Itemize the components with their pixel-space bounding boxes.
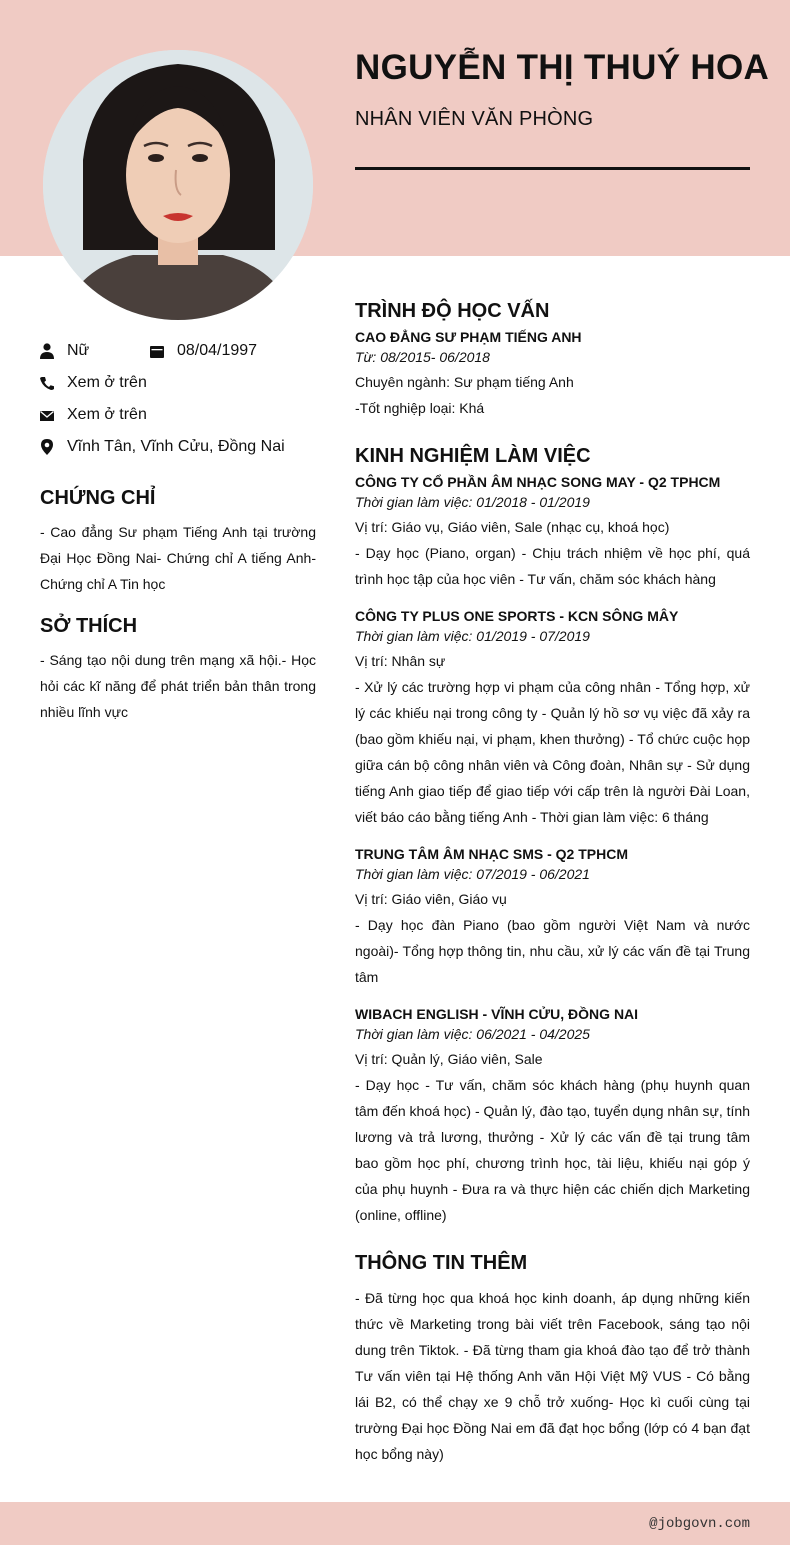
- experience-item: [355, 608, 750, 830]
- work-period: Thời gian làm việc: 07/2019 - 06/2021: [355, 866, 590, 882]
- education-heading: TRÌNH ĐỘ HỌC VẤN: [355, 300, 550, 322]
- calendar-icon: [150, 343, 164, 359]
- work-position: Vị trí: Nhân sự: [355, 653, 446, 669]
- work-position: Vị trí: Quản lý, Giáo viên, Sale: [355, 1051, 543, 1067]
- header-divider: [355, 167, 750, 170]
- email-text: Xem ở trên: [67, 406, 147, 423]
- address-row: [40, 438, 285, 456]
- company-name: CÔNG TY PLUS ONE SPORTS - KCN SÔNG MÂY: [355, 608, 679, 624]
- mail-icon: [40, 407, 54, 423]
- phone-icon: [40, 375, 54, 391]
- extra-info-section: [355, 1252, 750, 1467]
- work-position: Vị trí: Giáo vụ, Giáo viên, Sale (nhạc cụ, khoá học): [355, 519, 670, 535]
- education-major: Chuyên ngành: Sư phạm tiếng Anh: [355, 374, 574, 390]
- portrait-illustration: [43, 50, 313, 320]
- gender-row: [40, 342, 89, 360]
- work-period: Thời gian làm việc: 01/2019 - 07/2019: [355, 628, 590, 644]
- work-description: - Xử lý các trường hợp vi phạm của công nhân - Tổng hợp, xử lý các khiếu nại trong công ty - Quản lý hồ sơ vụ việc đã xảy ra (bao gồm khiếu nại, vi phạm, khen thưởng) - Tổ chức cuộc họp giữa cán bộ công nhân viên và Công đoàn, Nhân sự - Sử dụng tiếng Anh giao tiếp để giao tiếp với cấp trên là người Đài Loan, viết báo cáo bằng tiếng Anh - Thời gian làm việc: 6 tháng: [355, 679, 750, 825]
- work-period: Thời gian làm việc: 06/2021 - 04/2025: [355, 1026, 590, 1042]
- job-title: NHÂN VIÊN VĂN PHÒNG: [355, 108, 594, 130]
- certificates-heading: CHỨNG CHỈ: [40, 487, 156, 509]
- address-text: Vĩnh Tân, Vĩnh Cửu, Đồng Nai: [67, 438, 285, 455]
- main-column: [355, 300, 750, 1467]
- work-period: Thời gian làm việc: 01/2018 - 01/2019: [355, 494, 590, 510]
- education-school: CAO ĐẲNG SƯ PHẠM TIẾNG ANH: [355, 329, 582, 345]
- person-icon: [40, 343, 54, 359]
- work-description: - Dạy học (Piano, organ) - Chịu trách nhiệm về học phí, quá trình học tập của học viên - Tư vấn, chăm sóc khách hàng: [355, 545, 750, 587]
- company-name: TRUNG TÂM ÂM NHẠC SMS - Q2 TPHCM: [355, 846, 628, 862]
- company-name: WIBACH ENGLISH - VĨNH CỬU, ĐỒNG NAI: [355, 1006, 639, 1022]
- hobbies-text: - Sáng tạo nội dung trên mạng xã hội.- Học hỏi các kĩ năng để phát triển bản thân trong nhiều lĩnh vực: [40, 652, 316, 720]
- phone-text: Xem ở trên: [67, 374, 147, 391]
- company-name: CÔNG TY CỔ PHẦN ÂM NHẠC SONG MAY - Q2 TPHCM: [355, 474, 721, 490]
- work-description: - Dạy học đàn Piano (bao gồm người Việt Nam và nước ngoài)- Tổng hợp thông tin, nhu cầu, xử lý các vấn đề tại Trung tâm: [355, 917, 750, 985]
- experience-item: [355, 846, 750, 990]
- certificates-text: - Cao đẳng Sư phạm Tiếng Anh tại trường Đại Học Đồng Nai- Chứng chỉ A tiếng Anh- Chứng chỉ A Tin học: [40, 524, 316, 592]
- work-position: Vị trí: Giáo viên, Giáo vụ: [355, 891, 507, 907]
- extra-info-heading: THÔNG TIN THÊM: [355, 1252, 528, 1274]
- birthdate-text: 08/04/1997: [177, 342, 258, 359]
- experience-section: [355, 445, 750, 1228]
- location-pin-icon: [40, 439, 54, 455]
- education-section: [355, 300, 750, 421]
- phone-row: [40, 374, 147, 392]
- hobbies-heading: SỞ THÍCH: [40, 615, 138, 637]
- email-row: [40, 406, 147, 424]
- experience-item: [355, 474, 750, 592]
- experience-heading: KINH NGHIỆM LÀM VIỆC: [355, 445, 591, 467]
- work-description: - Dạy học - Tư vấn, chăm sóc khách hàng (phụ huynh quan tâm đến khoá học) - Quản lý, đào tạo, tuyển dụng nhân sự, tính lương và trả lương, thưởng - Xử lý các vấn đề tại trung tâm bao gồm học phí, chương trình học, tài liệu, khiếu nại góp ý của phụ huynh - Đưa ra và thực hiện các chiến dịch Marketing (online, offline): [355, 1077, 750, 1223]
- profile-photo: [43, 50, 313, 320]
- education-period: Từ: 08/2015- 06/2018: [355, 349, 490, 365]
- gender-text: Nữ: [67, 342, 90, 359]
- extra-info-text: - Đã từng học qua khoá học kinh doanh, áp dụng những kiến thức về Marketing trong bài viết trên Facebook, sáng tạo nội dung trên Tiktok. - Đã từng tham gia khoá đào tạo để trở thành Tư vấn viên tại Hệ thống Anh văn Hội Việt Mỹ VUS - Có bằng lái B2, có thể chạy xe 9 chỗ trở xuống- Học kì cuối cùng tại trường Đại học Đồng Nai em đã đạt học bổng (lớp có 4 bạn đạt học bổng này): [355, 1290, 750, 1462]
- candidate-name: NGUYỄN THỊ THUÝ HOA: [355, 48, 770, 87]
- footer-watermark[interactable]: @jobgovn.com: [649, 1516, 750, 1532]
- education-grade: -Tốt nghiệp loại: Khá: [355, 400, 485, 416]
- birthdate-row: [150, 342, 257, 360]
- experience-item: [355, 1006, 750, 1228]
